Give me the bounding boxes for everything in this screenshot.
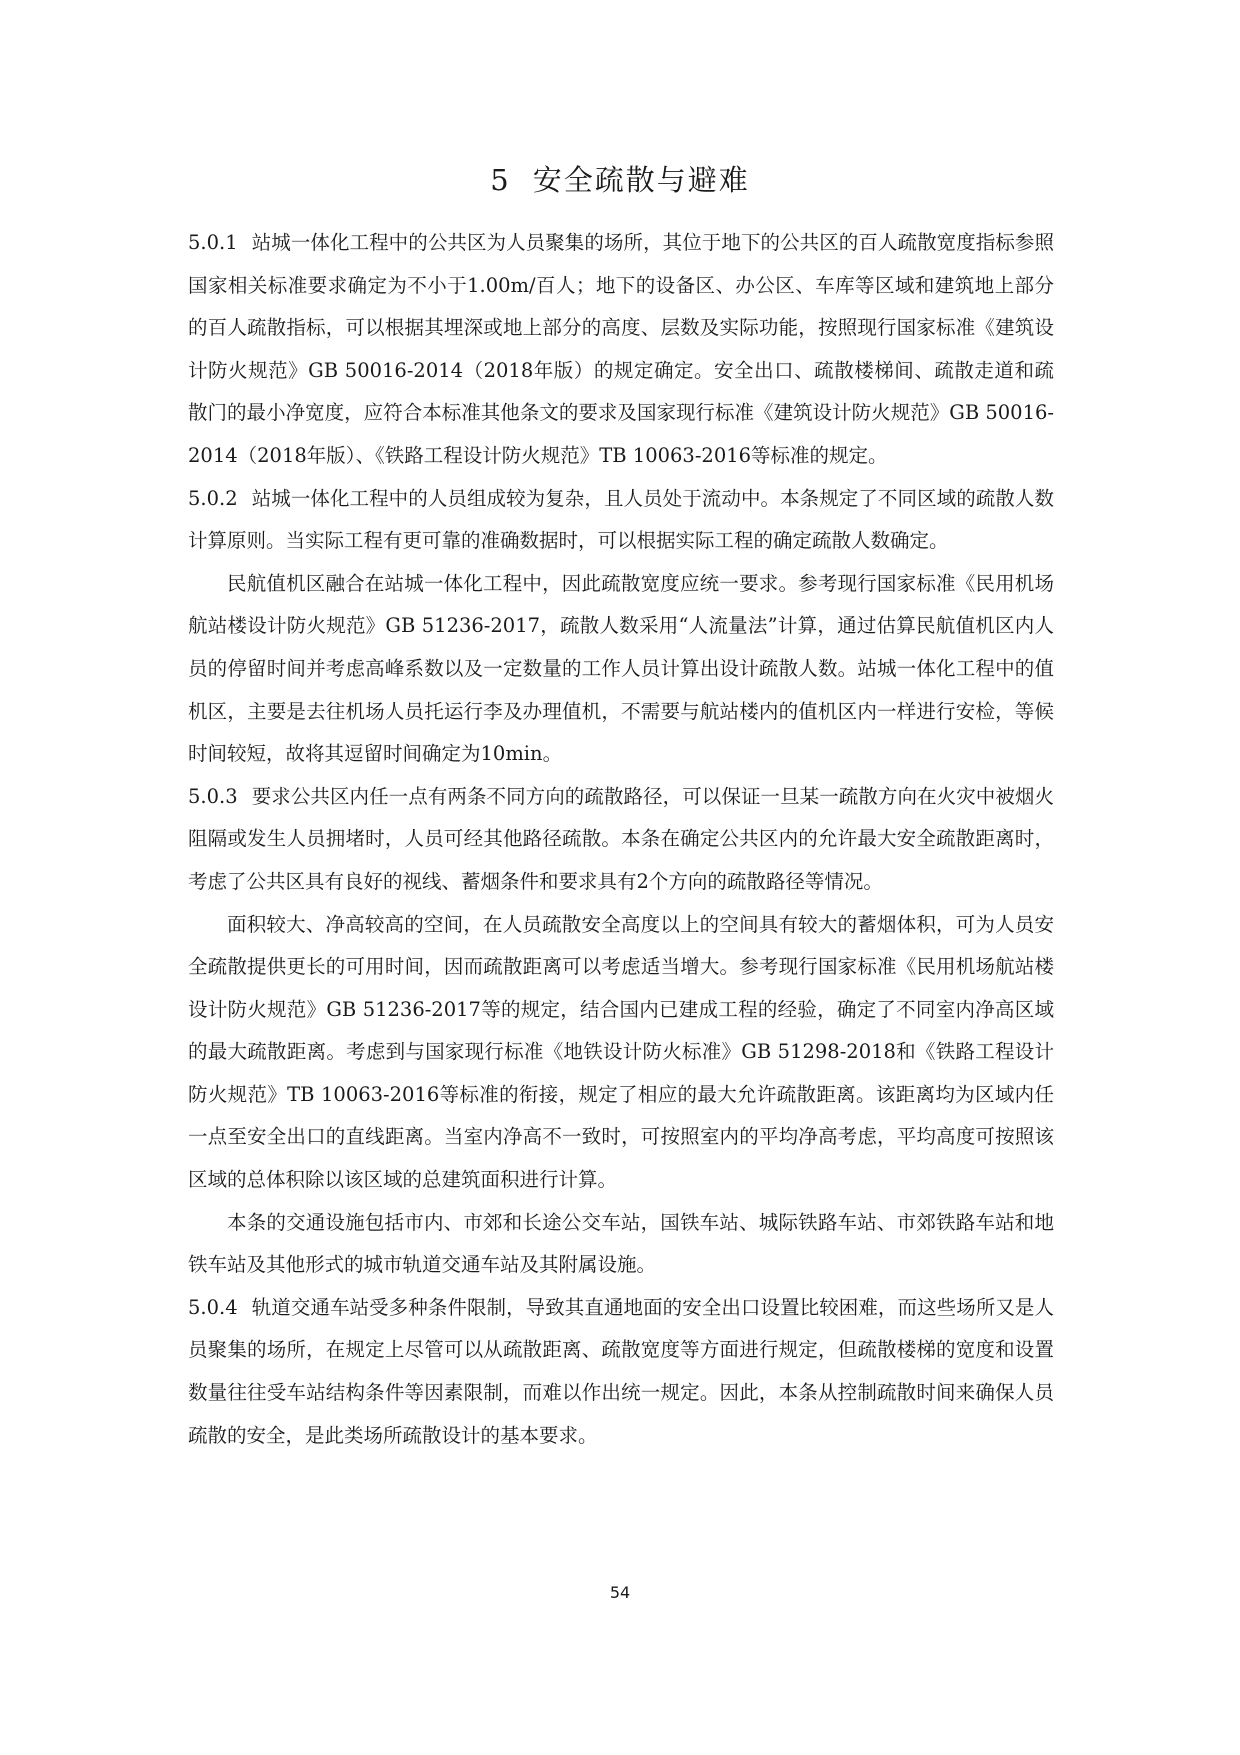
document-body [188, 222, 1054, 1457]
clause-number: 5.0.1 [188, 231, 238, 254]
chapter-title: 安全疏散与避难 [532, 163, 750, 197]
paragraph-evacuation-distance [188, 904, 1054, 1202]
clause-text: 要求公共区内任一点有两条不同方向的疏散路径，可以保证一旦某一疏散方向在火灾中被烟火阻隔或发生人员拥堵时，人员可经其他路径疏散。本条在确定公共区内的允许最大安全疏散距离时，考虑了公共区具有良好的视线、蓄烟条件和要求具有2个方向的疏散路径等情况。 [188, 784, 1054, 893]
page-number: 54 [609, 1583, 631, 1602]
paragraph-checkin-area [188, 563, 1054, 776]
clause-5-0-3 [188, 776, 1054, 904]
clause-5-0-4 [188, 1287, 1054, 1457]
clause-number: 5.0.3 [188, 784, 238, 808]
clause-5-0-2 [188, 478, 1054, 563]
page-title [0, 160, 1240, 200]
clause-text: 站城一体化工程中的人员组成较为复杂，且人员处于流动中。本条规定了不同区域的疏散人数计算原则。当实际工程有更可靠的准确数据时，可以根据实际工程的确定疏散人数确定。 [188, 486, 1054, 553]
clause-number: 5.0.2 [188, 486, 238, 510]
paragraph-text: 面积较大、净高较高的空间，在人员疏散安全高度以上的空间具有较大的蓄烟体积，可为人员安全疏散提供更长的可用时间，因而疏散距离可以考虑适当增大。参考现行国家标准《民用机场航站楼设计防火规范》GB 51236-2017等的规定，结合国内已建成工程的经验，确定了不同室内净高区域的最大疏散距离。考虑到与国家现行标准《地铁设计防火标准》GB 51298-2018和《铁路工程设计防火规范》TB 10063-2016等标准的衔接，规定了相应的最大允许疏散距离。该距离均为区域内任一点至安全出口的直线距离。当室内净高不一致时，可按照室内的平均净高考虑，平均高度可按照该区域的总体积除以该区域的总建筑面积进行计算。 [188, 912, 1054, 1192]
clause-5-0-1 [188, 222, 1054, 478]
paragraph-text: 民航值机区融合在站城一体化工程中，因此疏散宽度应统一要求。参考现行国家标准《民用机场航站楼设计防火规范》GB 51236-2017，疏散人数采用“人流量法”计算，通过估算民航值机区内人员的停留时间并考虑高峰系数以及一定数量的工作人员计算出设计疏散人数。站城一体化工程中的值机区，主要是去往机场人员托运行李及办理值机，不需要与航站楼内的值机区内一样进行安检，等候时间较短，故将其逗留时间确定为10min。 [188, 571, 1054, 766]
clause-text: 轨道交通车站受多种条件限制，导致其直通地面的安全出口设置比较困难，而这些场所又是人员聚集的场所，在规定上尽管可以从疏散距离、疏散宽度等方面进行规定，但疏散楼梯的宽度和设置数量往往受车站结构条件等因素限制，而难以作出统一规定。因此，本条从控制疏散时间来确保人员疏散的安全，是此类场所疏散设计的基本要求。 [188, 1295, 1054, 1447]
paragraph-transport-facilities [188, 1202, 1054, 1287]
chapter-number: 5 [490, 163, 511, 197]
clause-number: 5.0.4 [188, 1295, 238, 1319]
paragraph-text: 本条的交通设施包括市内、市郊和长途公交车站，国铁车站、城际铁路车站、市郊铁路车站和地铁车站及其他形式的城市轨道交通车站及其附属设施。 [188, 1210, 1054, 1277]
clause-text: 站城一体化工程中的公共区为人员聚集的场所，其位于地下的公共区的百人疏散宽度指标参照国家相关标准要求确定为不小于1.00m/百人；地下的设备区、办公区、车库等区域和建筑地上部分的百人疏散指标，可以根据其埋深或地上部分的高度、层数及实际功能，按照现行国家标准《建筑设计防火规范》GB 50016-2014（2018年版）的规定确定。安全出口、疏散楼梯间、疏散走道和疏散门的最小净宽度，应符合本标准其他条文的要求及国家现行标准《建筑设计防火规范》GB 50016-2014（2018年版）、《铁路工程设计防火规范》TB 10063-2016等标准的规定。 [188, 231, 1054, 467]
